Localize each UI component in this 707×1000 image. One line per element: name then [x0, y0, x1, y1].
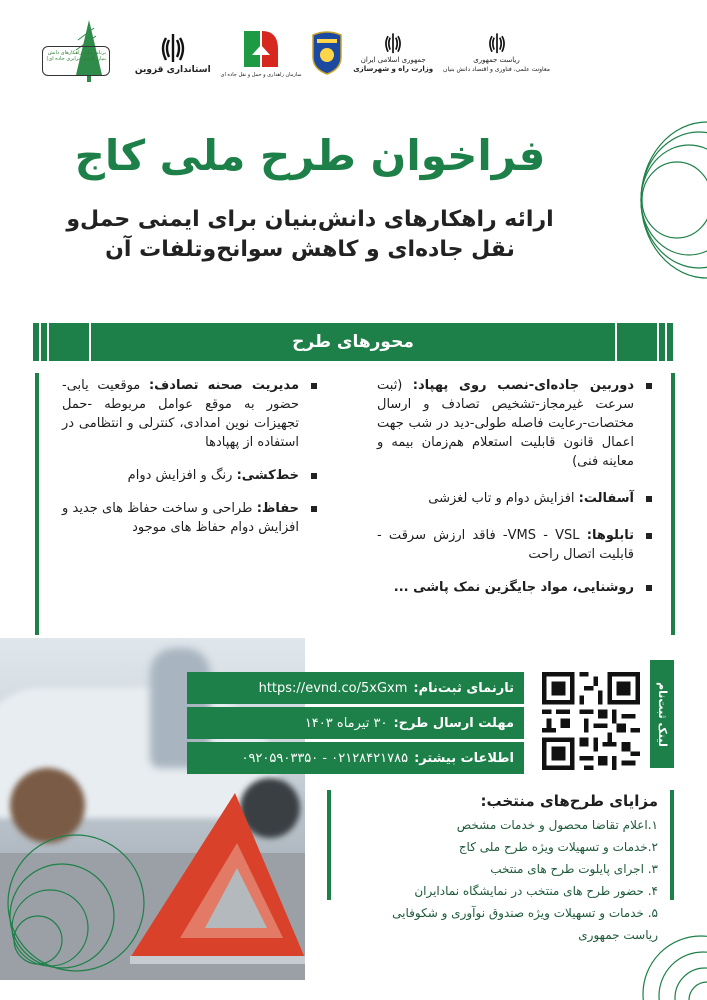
square-bullet-icon [311, 506, 317, 512]
axis-item-accident-scene [62, 376, 317, 452]
banner-stripe [39, 323, 41, 361]
iran-emblem-icon [486, 32, 508, 56]
axis-item-road-marking [62, 466, 317, 485]
contact-row [187, 742, 524, 774]
road-maintenance-organization-logo [221, 18, 302, 88]
site-label: تارنمای ثبت‌نام: [413, 680, 514, 696]
traffic-police-logo [311, 18, 343, 88]
kaj-logo-caption: برنامه ملی راهکارهای دانش بنیان (ایمنی ترابری جاده ای) [42, 46, 110, 76]
benefit-item: ۳. اجرای پایلوت طرح های منتخب [490, 862, 658, 876]
iran-emblem-icon [158, 32, 188, 66]
decorative-rings-icon [627, 920, 707, 1000]
vice-presidency-caption: معاونت علمی، فناوری و اقتصاد دانش بنیان [443, 66, 550, 73]
qazvin-caption: استانداری قزوین [134, 64, 211, 75]
road-org-caption: سازمان راهداری و حمل و نقل جاده ای [220, 71, 302, 78]
banner-stripe [89, 323, 91, 361]
presidency-caption-top: ریاست جمهوری [473, 56, 520, 64]
subtitle-line-1: ارائه راهکارهای دانش‌بنیان برای ایمنی حمل‌و [66, 207, 554, 232]
square-bullet-icon [646, 383, 652, 389]
axes-heading: محورهای طرح [292, 332, 414, 352]
axes-left-column [62, 376, 317, 551]
registration-link-tab[interactable] [650, 660, 674, 768]
deadline-row [187, 707, 524, 739]
axis-text: رنگ و افزایش دوام [127, 468, 233, 483]
benefit-item: ۴. حضور طرح های منتخب در نمایشگاه نمادایران [414, 884, 658, 898]
axis-label: مدیریت صحنه تصادف: [148, 378, 299, 393]
benefit-item: ۵. خدمات و تسهیلات ویژه صندوق نوآوری و شکوفایی [392, 906, 658, 920]
police-shield-icon [311, 31, 343, 75]
right-rule [671, 373, 675, 635]
qazvin-governorate-logo [135, 18, 211, 88]
contact-label: اطلاعات بیشتر: [414, 750, 514, 766]
banner-stripe [615, 323, 617, 361]
ministry-roads-logo [353, 18, 433, 88]
site-url-link[interactable]: https://evnd.co/5xGxm [258, 680, 408, 696]
ministry-caption: وزارت راه و شهرسازی [353, 65, 434, 73]
square-bullet-icon [646, 533, 652, 539]
benefit-item: ریاست جمهوری [578, 928, 658, 942]
axis-item-road-camera [377, 376, 652, 471]
registration-tab-label: لینک ثبت‌نام [655, 681, 669, 747]
square-bullet-icon [311, 383, 317, 389]
square-bullet-icon [646, 585, 652, 591]
qr-code-icon[interactable] [542, 672, 640, 770]
partner-logos [30, 18, 550, 88]
vice-presidency-science-logo [443, 18, 550, 88]
axes-right-column [377, 376, 652, 611]
road-org-arrows-icon [242, 27, 280, 71]
banner-stripe [665, 323, 667, 361]
banner-stripe [657, 323, 659, 361]
left-rule [35, 373, 39, 635]
poster-title: فراخوان طرح ملی کاج [74, 131, 546, 180]
axis-item-lighting [377, 578, 652, 597]
axes-banner [33, 323, 673, 361]
axis-text: افزایش دوام و تاب لغزشی [428, 491, 575, 506]
benefits-heading: مزایای طرح‌های منتخب: [480, 792, 658, 810]
banner-stripe [47, 323, 49, 361]
axis-item-asphalt [377, 489, 652, 508]
poster-subtitle [30, 205, 590, 265]
axis-text: (ثبت سرعت غیرمجاز-تشخیص تصادف و ارسال مختصات-رعایت فاصله طولی-دید در شب جهت اعمال قانون قابلیت استعلام هم‌زمان بیمه و معاینه فنی) [377, 378, 634, 469]
axis-text: VMS - VSL- فاقد ارزش سرقت - قابلیت اتصال راحت [377, 528, 634, 562]
subtitle-line-2: نقل جاده‌ای و کاهش سوانح‌وتلفات آن [105, 237, 515, 262]
ministry-caption-top: جمهوری اسلامی ایران [360, 56, 426, 64]
axis-label: روشنایی، مواد جایگزین نمک پاشی ... [393, 580, 634, 595]
axis-text: طراحی و ساخت حفاظ های جدید و افزایش دوام حفاظ های موجود [62, 501, 299, 535]
iran-emblem-icon [382, 32, 404, 56]
axis-label: تابلوها: [586, 528, 634, 543]
decorative-rings-icon [0, 828, 160, 980]
benefits-section [330, 790, 678, 946]
square-bullet-icon [646, 496, 652, 502]
axis-label: آسفالت: [578, 491, 634, 506]
axis-label: حفاظ: [256, 501, 299, 516]
axis-label: دوربین جاده‌ای-نصب روی پهپاد: [412, 378, 634, 393]
benefit-item: ۲.خدمات و تسهیلات ویژه طرح ملی کاج [458, 840, 658, 854]
axis-label: خط‌کشی: [236, 468, 299, 483]
decorative-rings-icon [607, 110, 707, 290]
deadline-label: مهلت ارسال طرح: [393, 715, 514, 731]
axis-text: موقعیت یابی-حضور به موقع عوامل مربوطه -حمل تجهیزات نوین امدادی، کنترلی و انتظامی در استفاده از پهپادها [62, 378, 299, 450]
axis-item-guardrail [62, 499, 317, 537]
kaj-program-logo [30, 18, 125, 88]
benefit-item: ۱.اعلام تقاضا محصول و خدمات مشخص [456, 818, 658, 832]
contact-value: ۰۲۱۲۸۴۲۱۷۸۵ - ۰۹۲۰۵۹۰۳۳۵۰ [241, 750, 409, 766]
square-bullet-icon [311, 473, 317, 479]
deadline-value: ۳۰ تیرماه ۱۴۰۳ [304, 715, 388, 731]
axis-item-signs [377, 526, 652, 564]
registration-site-row [187, 672, 524, 704]
